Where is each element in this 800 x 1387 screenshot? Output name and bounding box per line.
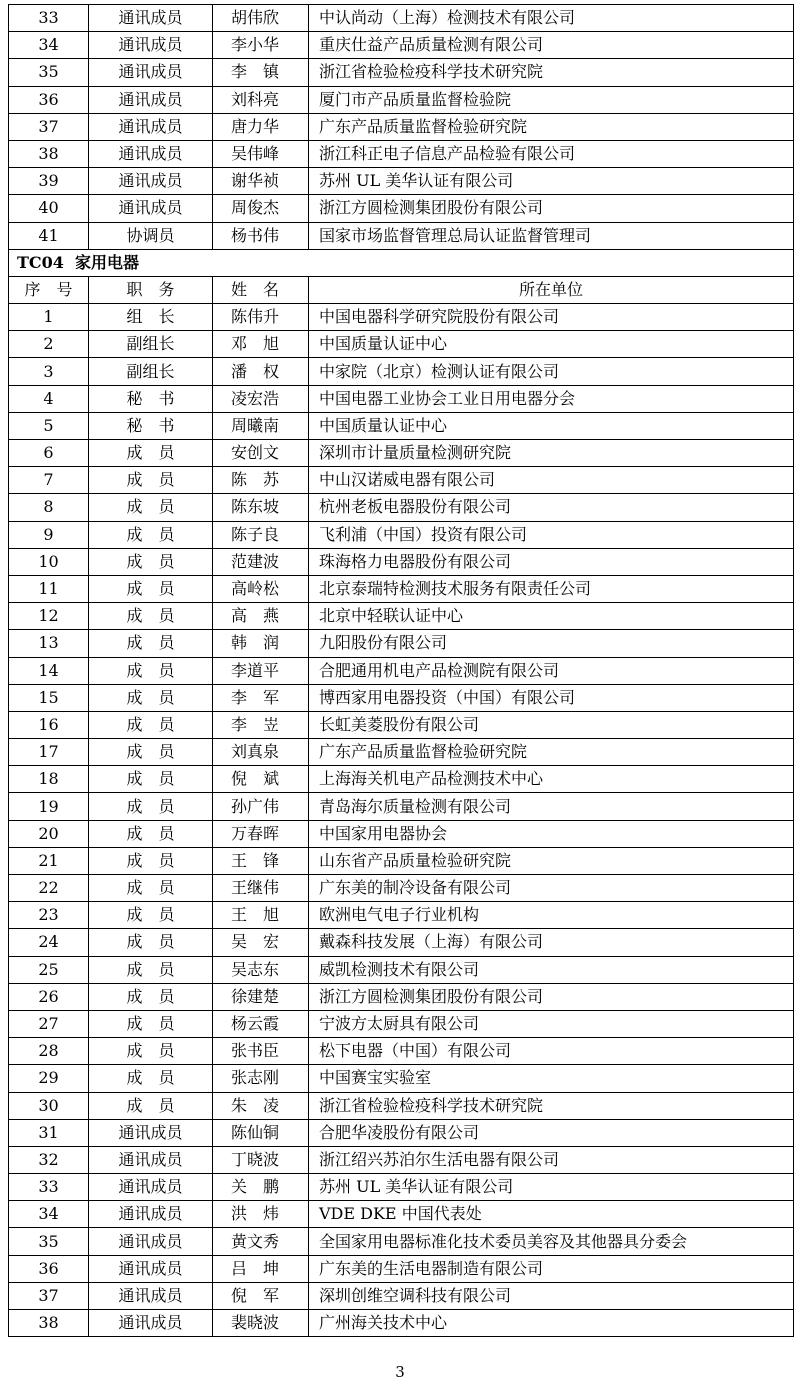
row-name: 韩 润 (213, 630, 309, 657)
row-unit: 中山汉诺威电器有限公司 (309, 467, 794, 494)
row-no: 28 (9, 1038, 89, 1065)
header-no: 序 号 (9, 276, 89, 303)
table-row (9, 1119, 794, 1146)
table-row (9, 195, 794, 222)
row-no: 35 (9, 1228, 89, 1255)
table-row (9, 630, 794, 657)
row-role: 协调员 (89, 222, 213, 249)
row-name: 洪 炜 (213, 1201, 309, 1228)
row-no: 19 (9, 793, 89, 820)
row-unit: 全国家用电器标准化技术委员美容及其他器具分委会 (309, 1228, 794, 1255)
row-role: 通讯成员 (89, 1146, 213, 1173)
row-no: 34 (9, 32, 89, 59)
row-no: 15 (9, 684, 89, 711)
row-role: 成 员 (89, 929, 213, 956)
row-name: 杨书伟 (213, 222, 309, 249)
row-unit: 深圳创维空调科技有限公司 (309, 1282, 794, 1309)
row-role: 通讯成员 (89, 1228, 213, 1255)
row-role: 通讯成员 (89, 5, 213, 32)
row-role: 成 员 (89, 956, 213, 983)
row-role: 副组长 (89, 331, 213, 358)
row-role: 成 员 (89, 521, 213, 548)
row-unit: 厦门市产品质量监督检验院 (309, 86, 794, 113)
row-unit: 广东美的生活电器制造有限公司 (309, 1255, 794, 1282)
table-row (9, 1310, 794, 1337)
row-name: 陈伟升 (213, 304, 309, 331)
header-name: 姓 名 (213, 276, 309, 303)
row-name: 杨云霞 (213, 1010, 309, 1037)
row-role: 成 员 (89, 766, 213, 793)
table-row (9, 140, 794, 167)
row-unit: 广东产品质量监督检验研究院 (309, 113, 794, 140)
row-name: 高 燕 (213, 603, 309, 630)
table-row (9, 1174, 794, 1201)
row-no: 38 (9, 140, 89, 167)
table-row (9, 793, 794, 820)
row-no: 24 (9, 929, 89, 956)
row-unit: 浙江科正电子信息产品检验有限公司 (309, 140, 794, 167)
table-row (9, 1146, 794, 1173)
row-unit: 浙江绍兴苏泊尔生活电器有限公司 (309, 1146, 794, 1173)
row-unit: 北京中轻联认证中心 (309, 603, 794, 630)
row-unit: 中家院（北京）检测认证有限公司 (309, 358, 794, 385)
row-role: 成 员 (89, 494, 213, 521)
row-no: 14 (9, 657, 89, 684)
row-name: 安创文 (213, 440, 309, 467)
row-unit: 合肥通用机电产品检测院有限公司 (309, 657, 794, 684)
row-unit: 珠海格力电器股份有限公司 (309, 548, 794, 575)
continued-rows (9, 5, 794, 250)
row-role: 通讯成员 (89, 168, 213, 195)
row-name: 周曦南 (213, 412, 309, 439)
table-row (9, 358, 794, 385)
row-name: 李 镇 (213, 59, 309, 86)
row-role: 成 员 (89, 467, 213, 494)
table-row (9, 983, 794, 1010)
row-name: 丁晓波 (213, 1146, 309, 1173)
row-name: 陈东坡 (213, 494, 309, 521)
row-no: 21 (9, 847, 89, 874)
row-role: 成 员 (89, 793, 213, 820)
row-unit: 飞利浦（中国）投资有限公司 (309, 521, 794, 548)
table-row (9, 1255, 794, 1282)
table-row (9, 1038, 794, 1065)
row-no: 36 (9, 86, 89, 113)
row-role: 成 员 (89, 548, 213, 575)
row-role: 成 员 (89, 983, 213, 1010)
row-unit: 中国质量认证中心 (309, 331, 794, 358)
row-unit: 长虹美菱股份有限公司 (309, 711, 794, 738)
table-row (9, 467, 794, 494)
row-name: 李道平 (213, 657, 309, 684)
table-row (9, 875, 794, 902)
row-no: 23 (9, 902, 89, 929)
row-no: 25 (9, 956, 89, 983)
row-no: 1 (9, 304, 89, 331)
table-row (9, 766, 794, 793)
row-role: 成 员 (89, 875, 213, 902)
row-role: 通讯成员 (89, 1174, 213, 1201)
row-no: 4 (9, 385, 89, 412)
row-unit: 苏州 UL 美华认证有限公司 (309, 1174, 794, 1201)
row-name: 孙广伟 (213, 793, 309, 820)
row-name: 关 鹏 (213, 1174, 309, 1201)
row-no: 16 (9, 711, 89, 738)
row-role: 成 员 (89, 847, 213, 874)
row-name: 吴志东 (213, 956, 309, 983)
row-name: 李 军 (213, 684, 309, 711)
table-row (9, 86, 794, 113)
row-role: 副组长 (89, 358, 213, 385)
row-name: 朱 凌 (213, 1092, 309, 1119)
row-role: 成 员 (89, 603, 213, 630)
row-no: 7 (9, 467, 89, 494)
row-name: 胡伟欣 (213, 5, 309, 32)
row-role: 通讯成员 (89, 195, 213, 222)
row-unit: 青岛海尔质量检测有限公司 (309, 793, 794, 820)
row-name: 张书臣 (213, 1038, 309, 1065)
row-name: 谢华祯 (213, 168, 309, 195)
row-name: 徐建楚 (213, 983, 309, 1010)
row-no: 3 (9, 358, 89, 385)
row-name: 潘 权 (213, 358, 309, 385)
row-no: 18 (9, 766, 89, 793)
row-unit: 广东美的制冷设备有限公司 (309, 875, 794, 902)
row-name: 凌宏浩 (213, 385, 309, 412)
table-row (9, 1065, 794, 1092)
row-unit: 上海海关机电产品检测技术中心 (309, 766, 794, 793)
row-unit: 中认尚动（上海）检测技术有限公司 (309, 5, 794, 32)
row-no: 2 (9, 331, 89, 358)
row-no: 13 (9, 630, 89, 657)
row-unit: 合肥华凌股份有限公司 (309, 1119, 794, 1146)
row-role: 成 员 (89, 440, 213, 467)
row-name: 刘真泉 (213, 739, 309, 766)
table-row (9, 657, 794, 684)
table-row (9, 548, 794, 575)
row-no: 37 (9, 113, 89, 140)
row-role: 秘 书 (89, 385, 213, 412)
table-row (9, 440, 794, 467)
row-role: 通讯成员 (89, 1119, 213, 1146)
row-no: 35 (9, 59, 89, 86)
row-role: 通讯成员 (89, 1255, 213, 1282)
row-role: 成 员 (89, 657, 213, 684)
row-unit: 苏州 UL 美华认证有限公司 (309, 168, 794, 195)
row-no: 12 (9, 603, 89, 630)
row-no: 10 (9, 548, 89, 575)
row-unit: 松下电器（中国）有限公司 (309, 1038, 794, 1065)
row-role: 组 长 (89, 304, 213, 331)
row-unit: VDE DKE 中国代表处 (309, 1201, 794, 1228)
row-unit: 山东省产品质量检验研究院 (309, 847, 794, 874)
row-no: 26 (9, 983, 89, 1010)
row-name: 周俊杰 (213, 195, 309, 222)
table-row (9, 956, 794, 983)
table-row (9, 331, 794, 358)
table-row (9, 5, 794, 32)
table-row (9, 385, 794, 412)
page-number: 3 (395, 1363, 405, 1381)
table-row (9, 59, 794, 86)
row-no: 31 (9, 1119, 89, 1146)
row-no: 11 (9, 575, 89, 602)
row-role: 成 员 (89, 1038, 213, 1065)
row-name: 王 锋 (213, 847, 309, 874)
row-name: 范建波 (213, 548, 309, 575)
row-role: 秘 书 (89, 412, 213, 439)
table-row (9, 168, 794, 195)
row-role: 成 员 (89, 1092, 213, 1119)
row-unit: 浙江省检验检疫科学技术研究院 (309, 59, 794, 86)
row-no: 41 (9, 222, 89, 249)
row-unit: 重庆仕益产品质量检测有限公司 (309, 32, 794, 59)
table-row (9, 412, 794, 439)
row-unit: 中国电器工业协会工业日用电器分会 (309, 385, 794, 412)
table-row (9, 494, 794, 521)
row-unit: 中国家用电器协会 (309, 820, 794, 847)
row-role: 成 员 (89, 1010, 213, 1037)
row-name: 陈 苏 (213, 467, 309, 494)
table-row (9, 739, 794, 766)
row-role: 成 员 (89, 630, 213, 657)
table-row (9, 222, 794, 249)
row-role: 通讯成员 (89, 32, 213, 59)
row-no: 38 (9, 1310, 89, 1337)
row-unit: 国家市场监督管理总局认证监督管理司 (309, 222, 794, 249)
row-unit: 深圳市计量质量检测研究院 (309, 440, 794, 467)
row-unit: 浙江省检验检疫科学技术研究院 (309, 1092, 794, 1119)
row-name: 高岭松 (213, 575, 309, 602)
member-table (8, 4, 794, 1337)
row-no: 32 (9, 1146, 89, 1173)
table-row (9, 684, 794, 711)
row-role: 成 员 (89, 739, 213, 766)
row-name: 万春晖 (213, 820, 309, 847)
row-unit: 中国质量认证中心 (309, 412, 794, 439)
header-role: 职 务 (89, 276, 213, 303)
row-unit: 威凯检测技术有限公司 (309, 956, 794, 983)
row-no: 9 (9, 521, 89, 548)
row-role: 成 员 (89, 1065, 213, 1092)
row-name: 邓 旭 (213, 331, 309, 358)
row-name: 张志刚 (213, 1065, 309, 1092)
table-row (9, 1228, 794, 1255)
row-name: 李小华 (213, 32, 309, 59)
row-unit: 广东产品质量监督检验研究院 (309, 739, 794, 766)
section-title: 家用电器 (75, 252, 140, 272)
row-unit: 广州海关技术中心 (309, 1310, 794, 1337)
row-no: 33 (9, 5, 89, 32)
row-name: 吕 坤 (213, 1255, 309, 1282)
row-role: 通讯成员 (89, 1282, 213, 1309)
row-role: 成 员 (89, 575, 213, 602)
section-code: TC04 (17, 252, 64, 272)
row-unit: 中国赛宝实验室 (309, 1065, 794, 1092)
row-name: 倪 斌 (213, 766, 309, 793)
table-row (9, 1282, 794, 1309)
section-tc04 (9, 249, 794, 303)
row-name: 唐力华 (213, 113, 309, 140)
table-row (9, 1092, 794, 1119)
tc04-rows (9, 304, 794, 1337)
row-role: 通讯成员 (89, 140, 213, 167)
row-unit: 欧洲电气电子行业机构 (309, 902, 794, 929)
row-name: 王 旭 (213, 902, 309, 929)
row-no: 17 (9, 739, 89, 766)
row-no: 40 (9, 195, 89, 222)
table-row (9, 521, 794, 548)
row-role: 通讯成员 (89, 113, 213, 140)
row-role: 通讯成员 (89, 1201, 213, 1228)
row-name: 倪 军 (213, 1282, 309, 1309)
row-no: 37 (9, 1282, 89, 1309)
row-role: 成 员 (89, 902, 213, 929)
table-row (9, 575, 794, 602)
row-unit: 杭州老板电器股份有限公司 (309, 494, 794, 521)
table-row (9, 820, 794, 847)
row-role: 通讯成员 (89, 59, 213, 86)
row-no: 5 (9, 412, 89, 439)
row-role: 通讯成员 (89, 1310, 213, 1337)
row-no: 20 (9, 820, 89, 847)
row-no: 33 (9, 1174, 89, 1201)
table-row (9, 929, 794, 956)
column-header-row (9, 276, 794, 303)
table-row (9, 603, 794, 630)
table-row (9, 304, 794, 331)
row-name: 李 岦 (213, 711, 309, 738)
row-no: 6 (9, 440, 89, 467)
row-name: 吴 宏 (213, 929, 309, 956)
row-role: 成 员 (89, 711, 213, 738)
row-name: 裴晓波 (213, 1310, 309, 1337)
table-row (9, 847, 794, 874)
row-unit: 北京泰瑞特检测技术服务有限责任公司 (309, 575, 794, 602)
row-name: 王继伟 (213, 875, 309, 902)
row-no: 22 (9, 875, 89, 902)
row-no: 39 (9, 168, 89, 195)
row-name: 黄文秀 (213, 1228, 309, 1255)
row-no: 34 (9, 1201, 89, 1228)
table-row (9, 1010, 794, 1037)
table-row (9, 113, 794, 140)
table-row (9, 32, 794, 59)
row-role: 通讯成员 (89, 86, 213, 113)
row-no: 8 (9, 494, 89, 521)
section-heading-row (9, 249, 794, 276)
row-no: 30 (9, 1092, 89, 1119)
row-unit: 戴森科技发展（上海）有限公司 (309, 929, 794, 956)
row-unit: 中国电器科学研究院股份有限公司 (309, 304, 794, 331)
row-no: 29 (9, 1065, 89, 1092)
row-unit: 宁波方太厨具有限公司 (309, 1010, 794, 1037)
row-unit: 浙江方圆检测集团股份有限公司 (309, 983, 794, 1010)
row-unit: 博西家用电器投资（中国）有限公司 (309, 684, 794, 711)
row-no: 27 (9, 1010, 89, 1037)
table-row (9, 1201, 794, 1228)
row-role: 成 员 (89, 820, 213, 847)
row-role: 成 员 (89, 684, 213, 711)
row-name: 吴伟峰 (213, 140, 309, 167)
row-unit: 浙江方圆检测集团股份有限公司 (309, 195, 794, 222)
row-no: 36 (9, 1255, 89, 1282)
row-name: 陈仙铜 (213, 1119, 309, 1146)
table-row (9, 711, 794, 738)
row-name: 刘科亮 (213, 86, 309, 113)
row-name: 陈子良 (213, 521, 309, 548)
table-row (9, 902, 794, 929)
header-unit: 所在单位 (309, 276, 794, 303)
row-unit: 九阳股份有限公司 (309, 630, 794, 657)
